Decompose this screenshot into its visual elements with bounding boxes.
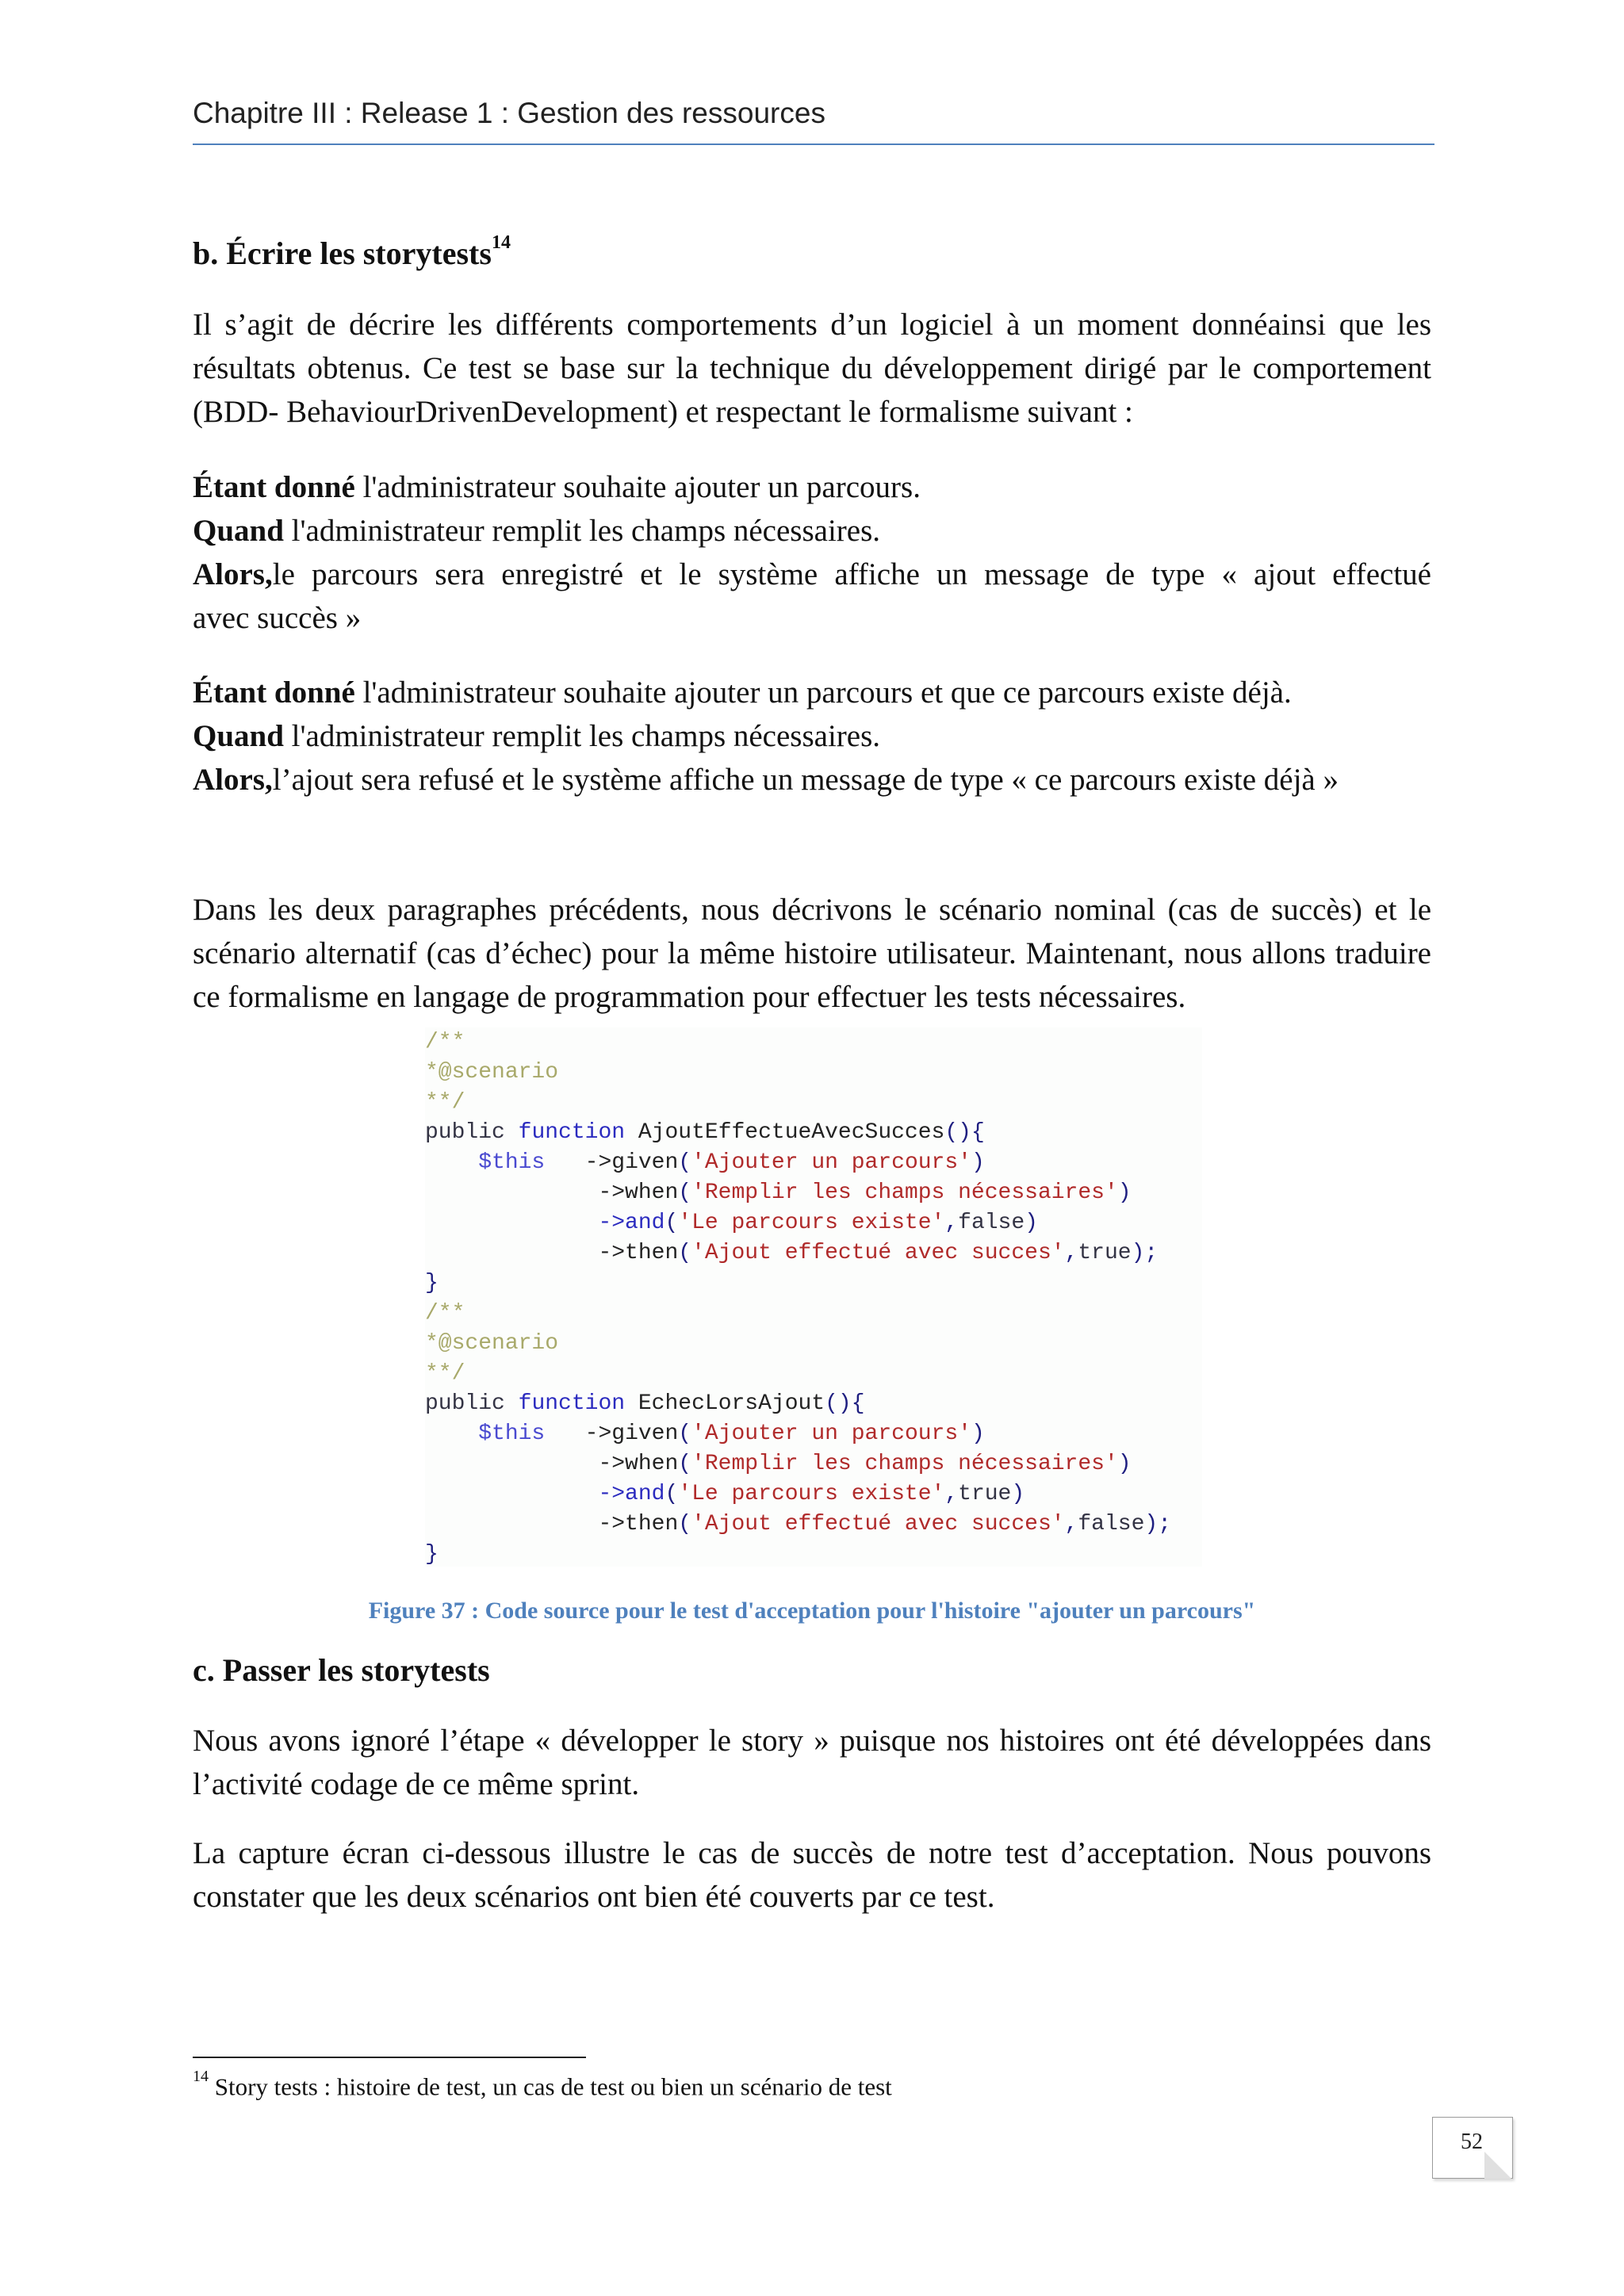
- scenario1-then: [193, 553, 1431, 596]
- running-header: Chapitre III : Release 1 : Gestion des ressources: [193, 97, 825, 129]
- given-text: l'administrateur souhaite ajouter un parcours et que ce parcours existe déjà.: [354, 675, 1292, 710]
- scenario1-given: [193, 465, 921, 509]
- scenario1-then-cont: avec succès »: [193, 601, 362, 635]
- section-c-paragraph-2: La capture écran ci-dessous illustre le cas de succès de notre test d’acceptation. Nous pouvons constater que les deux scénarios ont bien été couverts par ce test.: [193, 1836, 1431, 1914]
- footnote-ref[interactable]: 14: [491, 232, 511, 253]
- footnote-number: 14: [193, 2068, 209, 2085]
- given-keyword: Étant donné: [193, 470, 355, 504]
- then-keyword: Alors,: [193, 557, 273, 591]
- then-text: l’ajout sera refusé et le système affiche un message de type « ce parcours existe déjà »: [272, 763, 1339, 797]
- footnote: [193, 2068, 892, 2101]
- when-text: l'administrateur remplit les champs nécessaires.: [283, 719, 881, 753]
- footnote-separator: [193, 2057, 586, 2058]
- scenario1-when: [193, 509, 880, 553]
- header-rule: [193, 144, 1434, 145]
- given-keyword: Étant donné: [193, 675, 355, 710]
- page-curl-icon: [1484, 2152, 1511, 2179]
- when-keyword: Quand: [193, 514, 284, 548]
- then-keyword: Alors,: [193, 763, 273, 797]
- scenario2-given: [193, 671, 1292, 714]
- footnote-text: Story tests : histoire de test, un cas de test ou bien un scénario de test: [209, 2072, 892, 2101]
- section-c-paragraph-1: Nous avons ignoré l’étape « développer le story » puisque nos histoires ont été développées dans l’activité codage de ce même sprint.: [193, 1724, 1431, 1801]
- scenario2-when: [193, 714, 880, 758]
- then-text: le parcours sera enregistré et le système affiche un message de type « ajout effectué: [272, 557, 1431, 591]
- given-text: l'administrateur souhaite ajouter un parcours.: [354, 470, 921, 504]
- figure-caption: Figure 37 : Code source pour le test d'acceptation pour l'histoire "ajouter un parcours": [368, 1598, 1256, 1624]
- code-figure: /** *@scenario **/ public function AjoutEffectueAvecSucces(){ $this ->given('Ajouter un parcours') ->when('Remplir les champs nécessaires') ->and('Le parcours existe',false) ->then('Ajout effectué avec succes',true); } /** *@scenario **/ public function EchecLorsAjout(){ $this ->given('Ajouter un parcours') ->when('Remplir les champs nécessaires') ->and('Le parcours existe',true) ->then('Ajout effectué avec succes',false); }: [425, 1027, 1202, 1567]
- section-c-heading: c. Passer les storytests: [193, 1652, 490, 1688]
- section-b-heading-text: b. Écrire les storytests: [193, 235, 492, 271]
- scenario2-then: [193, 758, 1339, 802]
- section-b-heading: [193, 232, 511, 272]
- summary-paragraph: Dans les deux paragraphes précédents, nous décrivons le scénario nominal (cas de succès) et le scénario alternatif (cas d’échec) pour la même histoire utilisateur. Maintenant, nous allons traduire ce formalisme en langage de programmation pour effectuer les tests nécessaires.: [193, 893, 1431, 1014]
- when-keyword: Quand: [193, 719, 284, 753]
- page-number: 52: [1461, 2130, 1483, 2154]
- when-text: l'administrateur remplit les champs nécessaires.: [283, 514, 881, 548]
- intro-paragraph: Il s’agit de décrire les différents comportements d’un logiciel à un moment donnéainsi que les résultats obtenus. Ce test se base sur la technique du développement dirigé par le comportement (BDD- BehaviourDrivenDevelopment) et respectant le formalisme suivant :: [193, 308, 1431, 429]
